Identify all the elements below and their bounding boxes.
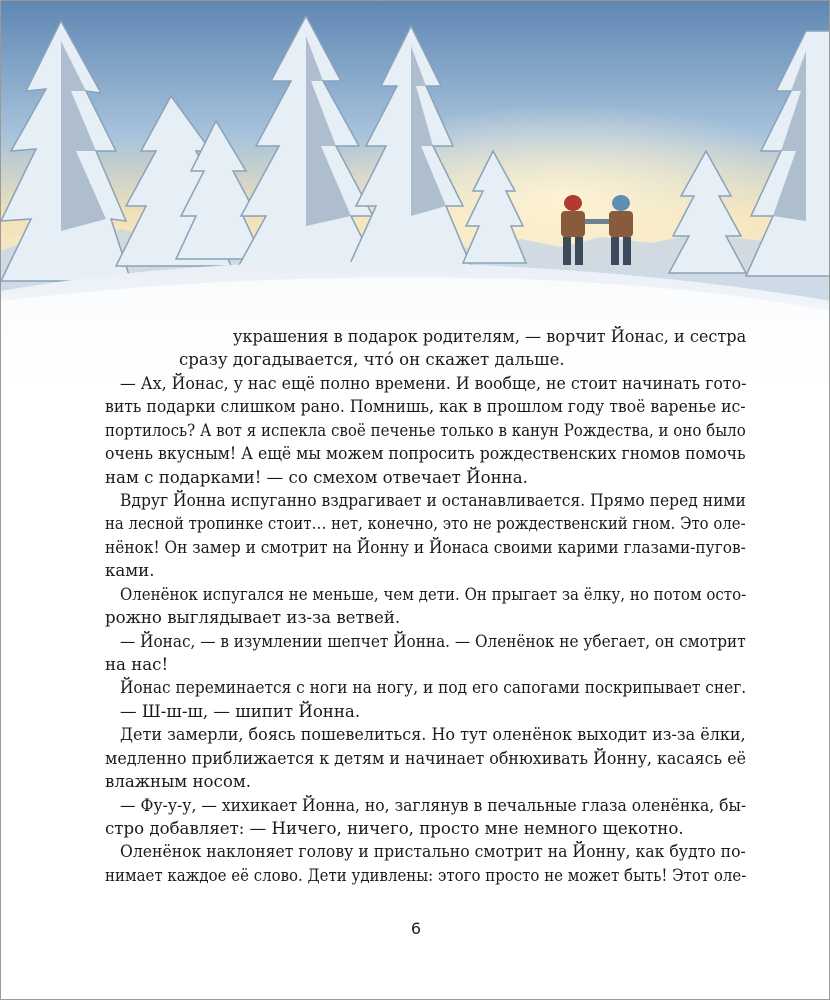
text-line: на лесной тропинке стоит… нет, конечно, это не рождественский гном. Это оле- xyxy=(105,514,746,533)
text-line: медленно приближается к детям и начинает обнюхивать Йонну, касаясь её xyxy=(105,749,746,768)
text-line: — Ах, Йонас, у нас ещё полно времени. И вообще, не стоит начинать гото- xyxy=(120,374,747,393)
text-line: нёнок! Он замер и смотрит на Йонну и Йонаса своими карими глазами-пугов- xyxy=(105,538,746,557)
text-line: — Фу-у-у, — хихикает Йонна, но, заглянув в печальные глаза оленёнка, бы- xyxy=(120,796,747,815)
text-line: рожно выглядывает из-за ветвей. xyxy=(105,608,401,627)
text-line: влажным носом. xyxy=(105,772,252,791)
text-line: Вдруг Йонна испуганно вздрагивает и останавливается. Прямо перед ними xyxy=(120,491,746,510)
text-line: вить подарки слишком рано. Помнишь, как в прошлом году твоё варенье ис- xyxy=(105,397,746,416)
text-line: нам с подарками! — со смехом отвечает Йонна. xyxy=(105,468,528,487)
page-number: 6 xyxy=(410,919,422,938)
text-line: Оленёнок наклоняет голову и пристально смотрит на Йонну, как будто по- xyxy=(120,842,746,861)
text-line: украшения в подарок родителям, — ворчит Йонас, и сестра xyxy=(233,327,747,346)
text-line: портилось? А вот я испекла своё печенье только в канун Рождества, и оно было xyxy=(105,421,746,440)
text-line: Оленёнок испугался не меньше, чем дети. Он прыгает за ёлку, но потом осто- xyxy=(120,585,747,604)
text-line: — Ш-ш-ш, — шипит Йонна. xyxy=(120,702,361,721)
text-line: сразу догадывается, что́ он скажет дальше. xyxy=(179,350,565,369)
text-line: нимает каждое её слово. Дети удивлены: этого просто не может быть! Этот оле- xyxy=(105,866,747,885)
text-line: на нас! xyxy=(105,655,169,674)
text-line: Дети замерли, боясь пошевелиться. Но тут оленёнок выходит из-за ёлки, xyxy=(120,725,746,744)
text-line: ками. xyxy=(105,561,155,580)
text-line: — Йонас, — в изумлении шепчет Йонна. — Оленёнок не убегает, он смотрит xyxy=(120,632,746,651)
text-line: очень вкусным! А ещё мы можем попросить рождественских гномов помочь xyxy=(105,444,746,463)
text-line: стро добавляет: — Ничего, ничего, просто мне немного щекотно. xyxy=(105,819,684,838)
text-line: Йонас переминается с ноги на ногу, и под его сапогами поскрипывает снег. xyxy=(120,678,747,697)
